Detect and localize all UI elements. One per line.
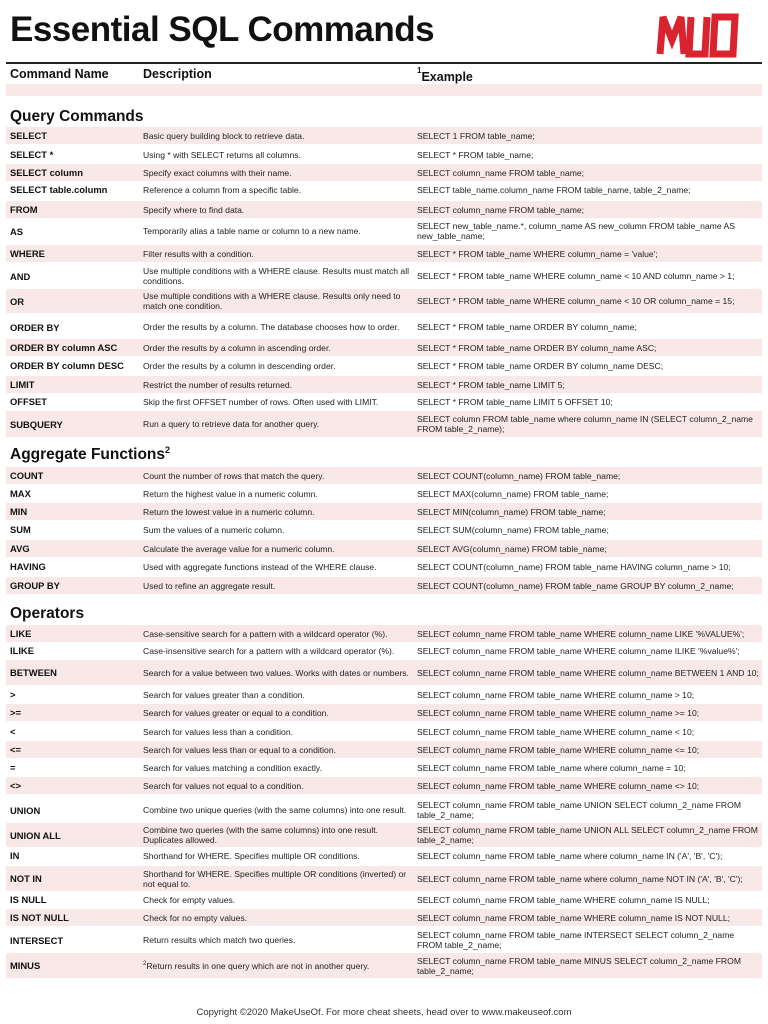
table-row (6, 577, 762, 594)
command-example (417, 521, 760, 538)
command-example-text: SELECT * FROM table_name WHERE column_name < 10 AND column_name > 1; (417, 271, 735, 281)
command-description (143, 577, 411, 594)
command-description-text: Run a query to retrieve data for another query. (143, 419, 320, 429)
command-example-text: SELECT 1 FROM table_name; (417, 130, 535, 141)
command-name: OFFSET (10, 396, 47, 407)
command-example-text: SELECT column_name FROM table_name where column_name NOT IN ('A', 'B', 'C'); (417, 873, 743, 884)
command-name: MIN (10, 506, 28, 517)
command-description-text: Case-sensitive search for a pattern with a wildcard operator (%). (143, 628, 388, 639)
command-name: SELECT (10, 130, 47, 141)
command-name: ORDER BY column ASC (10, 342, 118, 353)
command-example (417, 953, 760, 978)
command-description-text: Order the results by a column. The database chooses how to order. (143, 322, 400, 332)
command-example-text: SELECT new_table_name.*, column_name AS new_column FROM table_name AS new_table_name; (417, 221, 735, 241)
column-header-description: Description (143, 67, 212, 81)
command-description-text: Filter results with a condition. (143, 248, 254, 259)
command-example-text: SELECT * FROM table_name LIMIT 5 OFFSET 10; (417, 396, 613, 407)
table-row (6, 928, 762, 952)
command-example-text: SELECT COUNT(column_name) FROM table_name HAVING column_name > 10; (417, 561, 731, 572)
command-description (143, 376, 411, 393)
table-row (6, 146, 762, 163)
command-example-text: SELECT column_name FROM table_name MINUS SELECT column_2_name FROM table_2_name; (417, 955, 741, 976)
command-example (417, 315, 760, 339)
table-row (6, 357, 762, 374)
command-description-text: Shorthand for WHERE. Specifies multiple OR conditions. (143, 850, 360, 861)
command-example-text: SELECT * FROM table_name ORDER BY column_name ASC; (417, 342, 657, 353)
command-name: ORDER BY (10, 321, 60, 333)
column-headers (0, 64, 768, 84)
command-description (143, 315, 411, 339)
command-description-text: Used with aggregate functions instead of the WHERE clause. (143, 561, 377, 572)
command-description-text: Sum the values of a numeric column. (143, 524, 285, 535)
command-description (143, 393, 411, 410)
command-name: MINUS (10, 960, 41, 971)
command-name: BETWEEN (10, 667, 57, 678)
table-row (6, 953, 762, 978)
command-example (417, 219, 760, 243)
command-description-text: Search for values less than a condition. (143, 726, 294, 737)
header-band (6, 84, 762, 96)
footnote-marker: 1 (417, 65, 422, 75)
table-row (6, 164, 762, 181)
table-row (6, 467, 762, 484)
command-example (417, 577, 760, 594)
command-example-text: SELECT column_name FROM table_name WHERE column_name <= 10; (417, 744, 700, 755)
command-example (417, 741, 760, 758)
command-name: = (10, 762, 16, 773)
command-example (417, 798, 760, 822)
command-name: <> (10, 780, 21, 791)
command-example (417, 723, 760, 740)
command-example-text: SELECT * FROM table_name WHERE column_name < 10 OR column_name = 15; (417, 296, 735, 306)
command-description (143, 686, 411, 703)
command-example (417, 289, 760, 313)
command-description (143, 357, 411, 374)
command-example (417, 660, 760, 685)
command-description (143, 485, 411, 502)
command-description-text: Basic query building block to retrieve data. (143, 130, 305, 141)
command-example (417, 376, 760, 393)
command-example-text: SELECT column FROM table_name where column_name IN (SELECT column_2_name FROM table_2_name); (417, 414, 753, 434)
command-name: SUBQUERY (10, 418, 63, 430)
command-example (417, 339, 760, 356)
command-description (143, 704, 411, 721)
command-description (143, 759, 411, 776)
command-description-text: Combine two unique queries (with the same columns) into one result. (143, 805, 407, 815)
command-example-text: SELECT MAX(column_name) FROM table_name; (417, 488, 609, 499)
command-description (143, 891, 411, 908)
command-name: AS (10, 225, 24, 237)
command-description-text: Temporarily alias a table name or column to a new name. (143, 226, 361, 236)
command-name: LIKE (10, 628, 32, 639)
command-description-text: Shorthand for WHERE. Specifies multiple OR conditions (inverted) or not equal to. (143, 868, 407, 889)
command-description (143, 866, 411, 891)
table-row (6, 866, 762, 891)
command-example (417, 467, 760, 484)
command-description (143, 909, 411, 926)
command-example (417, 777, 760, 794)
command-name: HAVING (10, 561, 46, 572)
command-description-text: Search for values less than or equal to a condition. (143, 744, 336, 755)
command-example (417, 823, 760, 847)
command-description-text: Return the highest value in a numeric column. (143, 488, 318, 499)
command-example (417, 928, 760, 952)
command-example-text: SELECT * FROM table_name LIMIT 5; (417, 379, 565, 390)
command-example-text: SELECT COUNT(column_name) FROM table_name GROUP BY column_2_name; (417, 580, 734, 591)
command-example-text: SELECT * FROM table_name WHERE column_name = 'value'; (417, 248, 658, 259)
command-description (143, 660, 411, 685)
command-example (417, 759, 760, 776)
table-row (6, 704, 762, 721)
command-example-text: SELECT column_name FROM table_name; (417, 167, 585, 178)
command-example (417, 357, 760, 374)
command-description-text: Skip the first OFFSET number of rows. Often used with LIMIT. (143, 396, 379, 407)
command-description (143, 245, 411, 262)
command-name: FROM (10, 204, 38, 215)
table-row (6, 642, 762, 659)
command-description (143, 181, 411, 198)
command-example (417, 127, 760, 144)
command-example (417, 245, 760, 262)
command-description-text: Calculate the average value for a numeric column. (143, 543, 335, 554)
table-row (6, 485, 762, 502)
table-row (6, 201, 762, 218)
command-description-text: Search for values matching a condition exactly. (143, 762, 322, 773)
command-example-text: SELECT column_name FROM table_name where column_name = 10; (417, 762, 686, 773)
command-name: > (10, 689, 16, 700)
command-name: NOT IN (10, 873, 42, 884)
table-row (6, 503, 762, 520)
table-row (6, 625, 762, 642)
muo-logo (653, 10, 741, 60)
command-description-text: Specify exact columns with their name. (143, 167, 292, 178)
table-row (6, 181, 762, 198)
command-name: IS NULL (10, 894, 47, 905)
command-example-text: SELECT * FROM table_name; (417, 149, 534, 160)
command-description-text: Search for values greater than a condition. (143, 689, 305, 700)
table-row (6, 315, 762, 339)
command-example (417, 503, 760, 520)
command-description (143, 264, 411, 288)
command-example (417, 686, 760, 703)
command-name: GROUP BY (10, 580, 60, 591)
command-example (417, 146, 760, 163)
command-example-text: SELECT column_name FROM table_name; (417, 204, 585, 215)
table-row (6, 521, 762, 538)
command-example (417, 847, 760, 864)
command-description-text: Reference a column from a specific table. (143, 184, 302, 195)
command-example (417, 411, 760, 437)
command-description (143, 642, 411, 659)
table-row (6, 339, 762, 356)
command-name: SELECT * (10, 149, 54, 160)
command-example-text: SELECT column_name FROM table_name WHERE column_name LIKE '%VALUE%'; (417, 628, 745, 639)
section-title-text: Query Commands (10, 108, 144, 125)
command-example-text: SELECT AVG(column_name) FROM table_name; (417, 543, 607, 554)
command-description (143, 219, 411, 243)
command-description-text: Return the lowest value in a numeric column. (143, 506, 315, 517)
command-name: COUNT (10, 470, 44, 481)
command-description (143, 928, 411, 952)
command-description-text: Combine two queries (with the same columns) into one result. Duplicates allowed. (143, 825, 379, 845)
section-title-aggregate (10, 446, 170, 464)
command-example (417, 866, 760, 891)
command-description (143, 467, 411, 484)
table-row (6, 847, 762, 864)
command-description (143, 164, 411, 181)
command-example-text: SELECT column_name FROM table_name UNION SELECT column_2_name FROM table_2_name; (417, 800, 741, 820)
page-header (0, 0, 768, 64)
command-example-text: SELECT column_name FROM table_name WHERE column_name >= 10; (417, 707, 700, 718)
table-row (6, 393, 762, 410)
command-name: IN (10, 850, 20, 861)
table-row (6, 376, 762, 393)
command-example-text: SELECT column_name FROM table_name WHERE column_name IS NULL; (417, 894, 710, 905)
command-example-text: SELECT column_name FROM table_name WHERE column_name ILIKE '%value%'; (417, 645, 740, 656)
command-name: <= (10, 744, 21, 755)
column-header-example-label: Example (421, 70, 473, 84)
table-row (6, 741, 762, 758)
command-example-text: SELECT column_name FROM table_name INTERSECT SELECT column_2_name FROM table_2_name; (417, 930, 735, 950)
command-description (143, 953, 411, 978)
footnote-marker: 2 (143, 960, 147, 967)
command-example (417, 540, 760, 557)
command-description (143, 723, 411, 740)
table-row (6, 723, 762, 740)
command-description-text: Used to refine an aggregate result. (143, 580, 276, 591)
table-row (6, 219, 762, 243)
command-name: IS NOT NULL (10, 912, 69, 923)
command-description (143, 625, 411, 642)
footnote-marker: 2 (165, 444, 171, 455)
command-description (143, 798, 411, 822)
command-description (143, 540, 411, 557)
command-example (417, 704, 760, 721)
command-example-text: SELECT column_name FROM table_name WHERE column_name IS NOT NULL; (417, 912, 730, 923)
command-description-text: Case-insensitive search for a pattern with a wildcard operator (%). (143, 645, 395, 656)
command-name: WHERE (10, 248, 45, 259)
command-example (417, 625, 760, 642)
command-description (143, 847, 411, 864)
command-example-text: SELECT column_name FROM table_name WHERE column_name BETWEEN 1 AND 10; (417, 667, 759, 678)
command-name: AVG (10, 543, 30, 554)
command-description-text: Restrict the number of results returned. (143, 379, 293, 390)
command-name: ILIKE (10, 645, 34, 656)
command-example (417, 891, 760, 908)
command-example (417, 909, 760, 926)
command-description-text: Search for values greater or equal to a condition. (143, 707, 329, 718)
section-title-text: Aggregate Functions (10, 446, 166, 463)
command-description (143, 823, 411, 847)
command-example (417, 201, 760, 218)
command-example-text: SELECT table_name.column_name FROM table_name, table_2_name; (417, 184, 691, 195)
table-row (6, 777, 762, 794)
command-description (143, 146, 411, 163)
command-name: LIMIT (10, 379, 35, 390)
table-row (6, 891, 762, 908)
table-row (6, 127, 762, 144)
command-description (143, 127, 411, 144)
command-name: SELECT table.column (10, 184, 108, 195)
command-example (417, 164, 760, 181)
section-title-operators (10, 605, 84, 623)
page-title: Essential SQL Commands (10, 10, 435, 49)
command-example (417, 558, 760, 575)
command-description-text: Use multiple conditions with a WHERE clause. Results only need to match one condition. (143, 291, 401, 311)
command-example-text: SELECT column_name FROM table_name WHERE column_name > 10; (417, 689, 695, 700)
command-name: >= (10, 707, 21, 718)
command-description-text: Return results in one query which are not in another query. (146, 960, 370, 971)
command-description-text: Specify where to find data. (143, 204, 245, 215)
command-description-text: Search for values not equal to a condition. (143, 780, 304, 791)
command-description-text: Check for empty values. (143, 894, 236, 905)
command-description (143, 521, 411, 538)
command-example-text: SELECT column_name FROM table_name UNION ALL SELECT column_2_name FROM table_2_name; (417, 825, 758, 845)
command-name: UNION ALL (10, 829, 61, 841)
command-example-text: SELECT SUM(column_name) FROM table_name; (417, 524, 609, 535)
table-row (6, 289, 762, 313)
table-row (6, 558, 762, 575)
command-example (417, 264, 760, 288)
command-example-text: SELECT COUNT(column_name) FROM table_name; (417, 470, 621, 481)
command-description-text: Search for a value between two values. Works with dates or numbers. (143, 667, 409, 678)
command-example (417, 485, 760, 502)
command-name: INTERSECT (10, 934, 64, 946)
command-example-text: SELECT column_name FROM table_name WHERE column_name <> 10; (417, 780, 700, 791)
command-name: OR (10, 295, 25, 307)
command-description-text: Using * with SELECT returns all columns. (143, 149, 301, 160)
command-description-text: Return results which match two queries. (143, 935, 296, 945)
command-description (143, 777, 411, 794)
table-row (6, 660, 762, 685)
command-description (143, 201, 411, 218)
section-title-query (10, 108, 144, 126)
command-example-text: SELECT * FROM table_name ORDER BY column_name DESC; (417, 360, 664, 371)
column-header-example (417, 65, 473, 84)
command-name: SUM (10, 524, 31, 535)
command-example-text: SELECT * FROM table_name ORDER BY column_name; (417, 322, 637, 332)
command-name: SELECT column (10, 167, 83, 178)
section-title-text: Operators (10, 605, 85, 622)
command-description (143, 289, 411, 313)
command-name: MAX (10, 488, 31, 499)
command-example (417, 181, 760, 198)
command-name: ORDER BY column DESC (10, 360, 124, 371)
command-description (143, 558, 411, 575)
command-name: AND (10, 270, 31, 282)
table-row (6, 759, 762, 776)
command-example-text: SELECT column_name FROM table_name where column_name IN ('A', 'B', 'C'); (417, 850, 723, 861)
table-row (6, 909, 762, 926)
command-name: UNION (10, 804, 41, 816)
column-header-name: Command Name (10, 67, 109, 81)
command-example-text: SELECT column_name FROM table_name WHERE column_name < 10; (417, 726, 695, 737)
table-row (6, 686, 762, 703)
command-name: < (10, 726, 16, 737)
command-description (143, 411, 411, 437)
table-row (6, 823, 762, 847)
table-row (6, 411, 762, 437)
table-row (6, 540, 762, 557)
table-row (6, 245, 762, 262)
table-row (6, 798, 762, 822)
command-example (417, 393, 760, 410)
command-description (143, 741, 411, 758)
command-description (143, 339, 411, 356)
footer-copyright: Copyright ©2020 MakeUseOf. For more cheat sheets, head over to www.makeuseof.com (196, 1007, 572, 1018)
command-description-text: Order the results by a column in ascending order. (143, 342, 331, 353)
command-description (143, 503, 411, 520)
command-description-text: Check for no empty values. (143, 912, 248, 923)
command-description-text: Use multiple conditions with a WHERE clause. Results must match all conditions. (143, 266, 410, 286)
command-example-text: SELECT MIN(column_name) FROM table_name; (417, 506, 606, 517)
command-description-text: Order the results by a column in descending order. (143, 360, 336, 371)
command-example (417, 642, 760, 659)
command-description-text: Count the number of rows that match the query. (143, 470, 325, 481)
table-row (6, 264, 762, 288)
